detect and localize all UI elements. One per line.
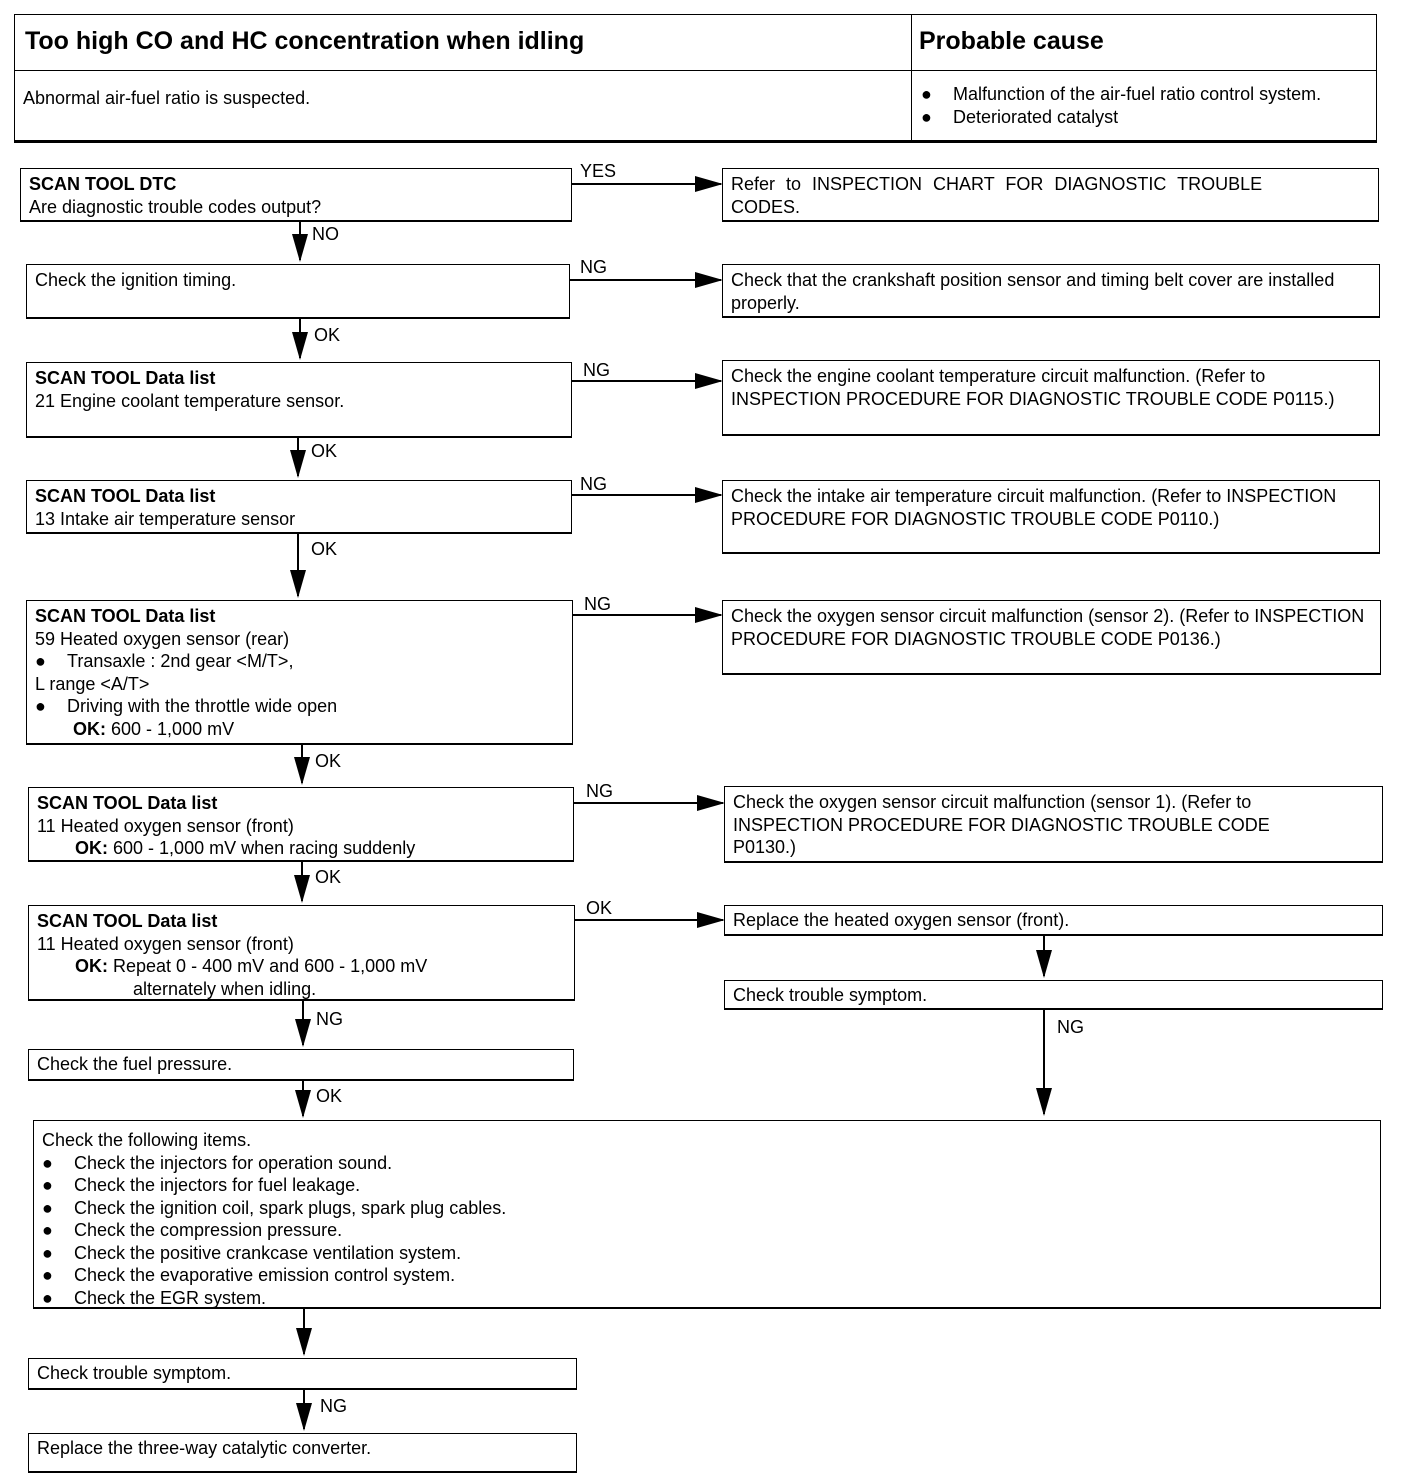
step-o2-rear: SCAN TOOL Data list 59 Heated oxygen sensor (rear) ● Transaxle : 2nd gear <M/T>, L range <A/T> ● Driving with the throttle wide open OK: 600 - 1,000 mV — [26, 600, 573, 745]
ng-label: NG — [1057, 1017, 1084, 1037]
ok-criteria-label: OK: — [73, 718, 106, 739]
step-fuel-pressure — [28, 1049, 574, 1081]
ok-label: OK — [314, 325, 341, 345]
step-text: Replace the three-way catalytic converter. — [37, 1438, 372, 1458]
check-item: Check the evaporative emission control system. — [74, 1265, 456, 1285]
step-text: 59 Heated oxygen sensor (rear) — [35, 628, 290, 649]
step-text: Are diagnostic trouble codes output? — [29, 196, 322, 217]
cause-list: ● Malfunction of the air-fuel ratio control system. ● Deteriorated catalyst — [921, 84, 1322, 127]
condition: Driving with the throttle wide open — [67, 696, 338, 716]
step-text: Check trouble symptom. — [37, 1363, 232, 1383]
ok-criteria-value: 600 - 1,000 mV when racing suddenly — [113, 838, 416, 858]
step-text: 11 Heated oxygen sensor (front) — [37, 933, 294, 954]
result-replace-o2-front — [724, 905, 1383, 936]
step-o2-front-idle — [28, 905, 575, 1001]
result-text: Check the oxygen sensor circuit malfunction (sensor 1). (Refer to INSPECTION PROCEDURE FOR DIAGNOSTIC TROUBLE CODE P0130.) — [733, 792, 1270, 857]
ok-criteria-value: alternately when idling. — [133, 978, 317, 999]
check-item: Check the compression pressure. — [74, 1220, 343, 1240]
step-title: SCAN TOOL Data list — [35, 606, 216, 626]
result-text: Check the engine coolant temperature circuit malfunction. (Refer to INSPECTION PROCEDURE FOR DIAGNOSTIC TROUBLE CODE P0115.) — [731, 366, 1335, 409]
cause-item: Malfunction of the air-fuel ratio control system. — [953, 84, 1322, 104]
result-text: Check trouble symptom. — [733, 985, 928, 1005]
step-title: SCAN TOOL DTC — [29, 174, 177, 194]
ok-label: OK — [315, 867, 342, 887]
step-iat-sensor — [26, 480, 572, 534]
ok-criteria-value: 600 - 1,000 mV — [111, 718, 235, 739]
step-title: Check the following items. — [42, 1130, 252, 1150]
step-text: Check the ignition timing. — [35, 270, 237, 290]
step-ignition-timing — [26, 264, 570, 319]
step-ect-sensor — [26, 362, 572, 438]
result-iat-circuit — [722, 480, 1380, 554]
result-text: Check the intake air temperature circuit malfunction. (Refer to INSPECTION PROCEDURE FOR DIAGNOSTIC TROUBLE CODE P0110.) — [731, 486, 1337, 529]
yes-label: YES — [580, 161, 617, 181]
ng-label: NG — [316, 1009, 343, 1029]
step-replace-catalyst — [28, 1433, 577, 1473]
step-title: SCAN TOOL Data list — [37, 911, 218, 931]
no-label: NO — [312, 224, 339, 244]
result-crankshaft-sensor — [722, 264, 1380, 318]
ng-label: NG — [580, 257, 607, 277]
step-check-trouble-symptom — [28, 1358, 577, 1390]
ng-label: NG — [320, 1396, 347, 1416]
ok-criteria-label: OK: — [75, 838, 108, 858]
ng-label: NG — [580, 474, 607, 494]
step-o2-front-racing — [28, 787, 574, 862]
step-title: SCAN TOOL Data list — [35, 368, 216, 388]
page-title: Too high CO and HC concentration when idling — [25, 27, 585, 55]
step-check-items: Check the following items. ● Check the injectors for operation sound. ● Check the injectors for fuel leakage. ● Check the ignition coil, spark plugs, spark plug cables. ● Check the compression pressure. ● Check the positive crankcase ventilation system. ● Check the evaporative emission control system. ● Check the EGR system. — [33, 1120, 1381, 1309]
result-text: Replace the heated oxygen sensor (front). — [733, 910, 1070, 930]
cause-item: Deteriorated catalyst — [953, 107, 1119, 127]
step-title: SCAN TOOL Data list — [35, 486, 216, 506]
symptom-description: Abnormal air-fuel ratio is suspected. — [23, 88, 311, 108]
step-text: 13 Intake air temperature sensor — [35, 508, 296, 529]
result-check-trouble-symptom — [724, 980, 1383, 1010]
step-text: 21 Engine coolant temperature sensor. — [35, 390, 345, 411]
result-dtc-chart — [722, 168, 1379, 222]
ng-label: NG — [586, 781, 613, 801]
ok-criteria-value: Repeat 0 - 400 mV and 600 - 1,000 mV — [113, 956, 428, 976]
ok-label: OK — [315, 751, 342, 771]
check-item: Check the EGR system. — [74, 1287, 267, 1308]
step-scan-tool-dtc — [20, 168, 572, 222]
condition: Transaxle : 2nd gear <M/T>, — [67, 651, 294, 671]
ok-label: OK — [586, 898, 613, 918]
ok-criteria-label: OK: — [75, 956, 108, 976]
ok-label: OK — [316, 1086, 343, 1106]
check-item: Check the injectors for operation sound. — [74, 1152, 393, 1173]
result-text: Refer to INSPECTION CHART FOR DIAGNOSTIC TROUBLE CODES. — [731, 174, 1263, 217]
step-title: SCAN TOOL Data list — [37, 793, 218, 813]
result-ect-circuit — [722, 360, 1380, 436]
ng-label: NG — [584, 594, 611, 614]
ok-label: OK — [311, 539, 338, 559]
check-item: Check the positive crankcase ventilation system. — [74, 1242, 462, 1263]
step-text: Check the fuel pressure. — [37, 1054, 233, 1074]
ok-label: OK — [311, 441, 338, 461]
result-text: Check the oxygen sensor circuit malfunction (sensor 2). (Refer to INSPECTION PROCEDURE FOR DIAGNOSTIC TROUBLE CODE P0136.) — [731, 606, 1365, 649]
result-o2-sensor1 — [724, 786, 1383, 863]
probable-cause-title: Probable cause — [919, 27, 1104, 55]
result-o2-sensor2 — [722, 600, 1381, 675]
check-item: Check the ignition coil, spark plugs, spark plug cables. — [74, 1197, 507, 1218]
condition: L range <A/T> — [35, 673, 150, 694]
step-text: 11 Heated oxygen sensor (front) — [37, 815, 294, 836]
check-item: Check the injectors for fuel leakage. — [74, 1175, 361, 1195]
result-text: Check that the crankshaft position sensor and timing belt cover are installed properly. — [731, 270, 1335, 313]
ng-label: NG — [583, 360, 610, 380]
